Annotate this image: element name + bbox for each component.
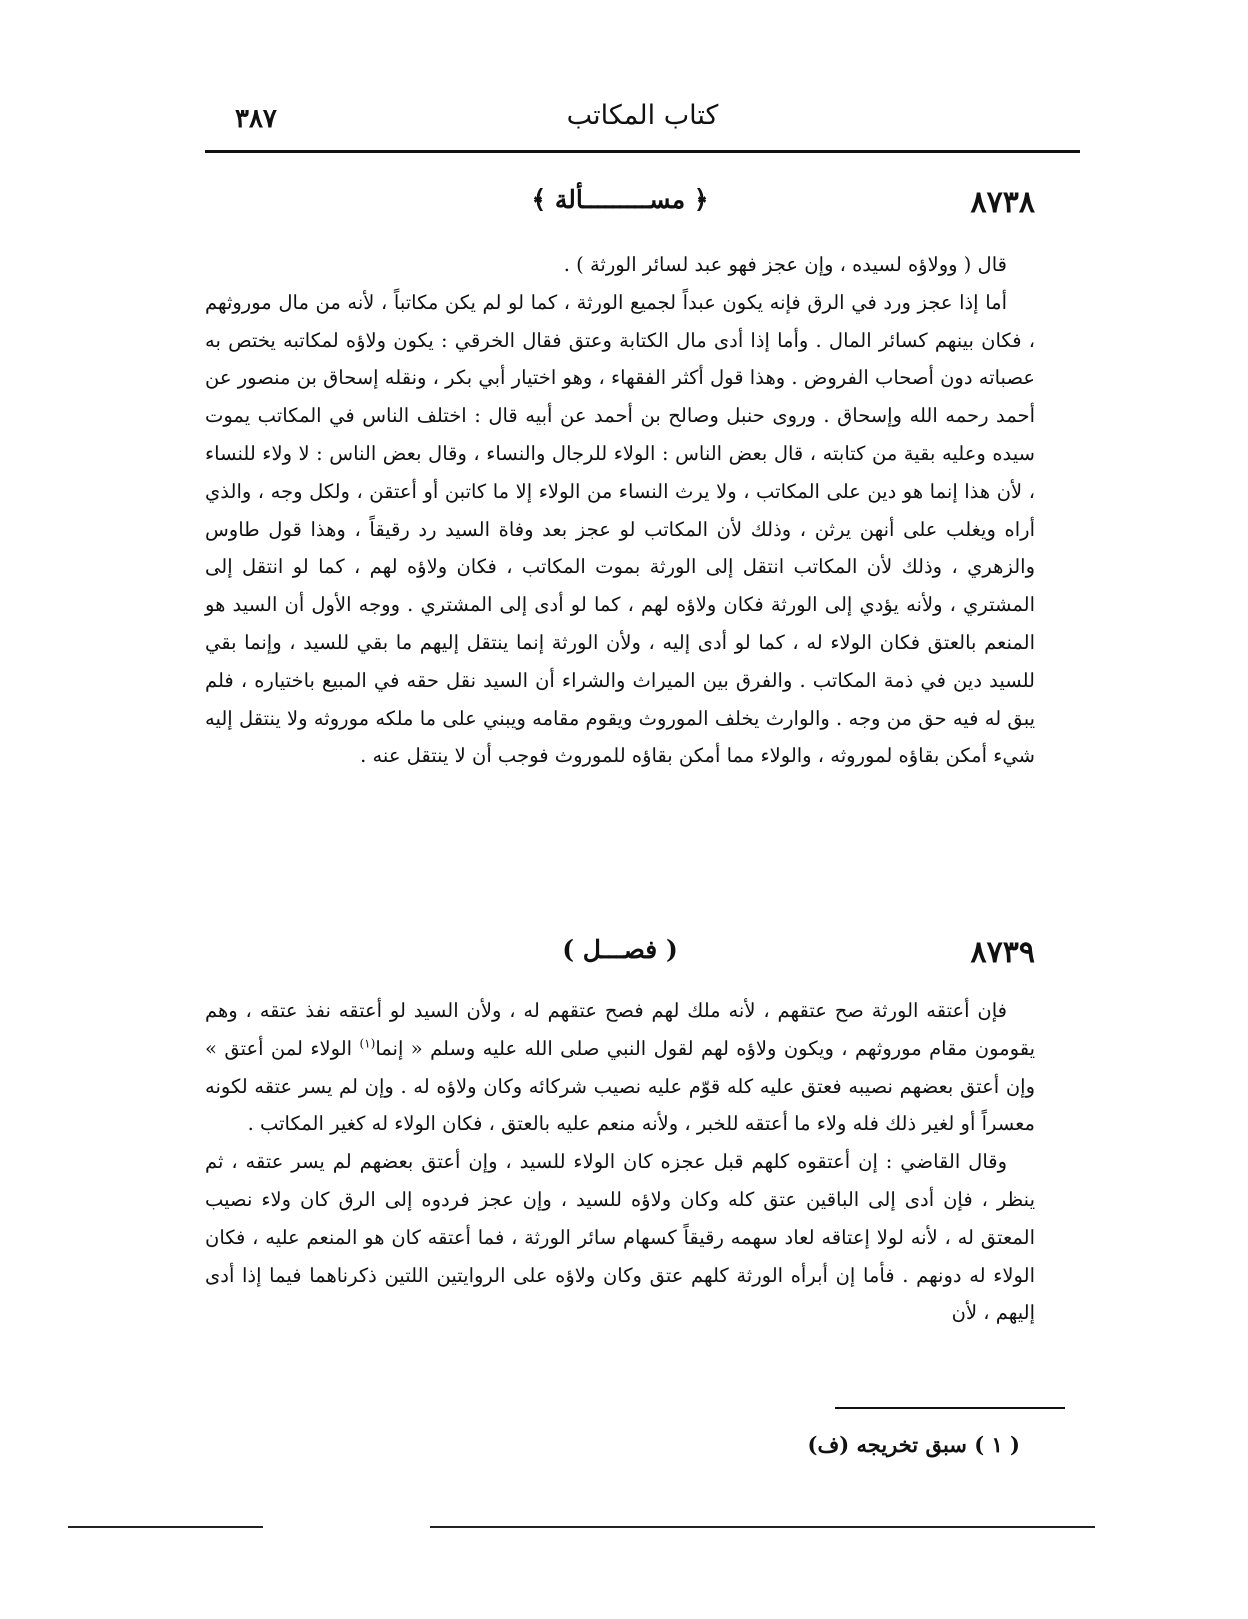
commentary-paragraph: أما إذا عجز ورد في الرق فإنه يكون عبداً لجميع الورثة ، كما لو لم يكن مكاتباً ، لأنه من مال موروثهم ، فكان بينهم كسائر المال . وأما إذا أدى مال الكتابة وعتق فقال الخرقي : يكون ولاؤه لمكاتبه يختص به عصباته دون أصحاب الفروض . وهذا قول أكثر الفقهاء ، وهو اختيار أبي بكر ، ونقله إسحاق بن منصور عن أحمد رحمه الله وإسحاق . وروى حنبل وصالح بن أحمد عن أبيه قال : اختلف الناس في المكاتب يموت سيده وعليه بقية من كتابته ، قال بعض الناس : الولاء للرجال والنساء ، وقال بعض الناس : لا ولاء للنساء ، لأن هذا إنما هو دين على المكاتب ، ولا يرث النساء من الولاء إلا ما كاتبن أو أعتقن ، ولكل وجه ، والذي أراه ويغلب على أنهن يرثن ، وذلك لأن المكاتب لو عجز بعد وفاة السيد رد رقيقاً ، وهذا قول طاوس والزهري ، وذلك لأن المكاتب انتقل إلى الورثة بموت المكاتب ، فكان ولاؤه لهم ، كما لو انتقل إلى المشتري ، ولأنه يؤدي إلى الورثة فكان ولاؤه لهم ، كما لو أدى إلى المشتري . ووجه الأول أن السيد هو المنعم بالعتق فكان الولاء له ، كما لو أدى إليه ، ولأن الورثة إنما ينتقل إليهم ما بقي للسيد ، وإنما بقي للسيد دين في ذمة المكاتب . والفرق بين الميراث والشراء أن السيد نقل حقه في المبيع باختياره ، فلم يبق له فيه حق من وجه . والوارث يخلف الموروث ويقوم مقامه ويبني على ما ملكه موروثه ولا ينتقل إليه شيء أمكن بقاؤه لموروثه ، والولاء مما أمكن بقاؤه للموروث فوجب أن لا ينتقل عنه . (205, 290, 1036, 768)
bottom-rule-left (68, 1526, 263, 1528)
section-8738-text (205, 246, 1035, 775)
bottom-rule-right (430, 1526, 1095, 1528)
page-number: ٣٨٧ (235, 104, 277, 134)
running-header (205, 100, 1080, 142)
footnote-rule (835, 1407, 1065, 1409)
statement-paragraph: قال ( وولاؤه لسيده ، وإن عجز فهو عبد لسائر الورثة ) . (563, 253, 1007, 276)
section-number: ٨٧٣٩ (970, 935, 1035, 970)
section-heading-8739 (205, 935, 1035, 983)
header-rule (205, 150, 1080, 153)
section-8739-text (205, 992, 1035, 1332)
paragraph-text-start: فإن أعتقه الورثة صح عتقهم ، لأنه ملك لهم فصح عتقهم له ، ولأن السيد لو أعتقه نفذ عتقه ، وهم يقومون مقام موروثهم ، ويكون ولاؤه لهم لقول النبي صلى الله عليه وسلم « إنما (205, 999, 1035, 1060)
paragraph-text-end: الولاء لمن أعتق » وإن أعتق بعضهم نصيبه فعتق عليه كله قوّم عليه نصيب شركائه وكان ولاؤه له . وإن لم يسر عتقه لكونه معسراً أو لغير ذلك فله ولاء ما أعتقه للخبر ، ولأنه منعم عليه بالعتق ، فكان الولاء له كغير المكاتب . (205, 1036, 1035, 1136)
footnote: ( ١ ) سبق تخريجه (ف) (807, 1432, 1020, 1457)
section-label: ( فصـــل ) (562, 935, 678, 964)
section-number: ٨٧٣٨ (970, 185, 1035, 220)
footnote-reference: (١) (359, 1036, 376, 1051)
section-label: ﴿ مســـــــــألة ﴾ (531, 185, 709, 214)
chapter-paragraph-2: وقال القاضي : إن أعتقوه كلهم قبل عجزه كان الولاء للسيد ، وإن أعتق بعضهم لم يسر عتقه ، ثم ينظر ، فإن أدى إلى الباقين عتق كله وكان ولاؤه للسيد ، وإن عجز فردوه إلى الرق كان ولاء نصيب المعتق له ، لأنه لولا إعتاقه لعاد سهمه رقيقاً كسهام سائر الورثة ، فما أعتقه كان هو المنعم عليه ، فكان الولاء له دونهم . فأما إن أبرأه الورثة كلهم عتق وكان ولاؤه على الروايتين اللتين ذكرناهما فيما إذا أدى إليهم ، لأن (205, 1150, 1035, 1325)
chapter-paragraph-1 (205, 992, 1035, 1143)
section-heading-8738 (205, 185, 1035, 233)
book-title: كتاب المكاتب (566, 100, 719, 131)
